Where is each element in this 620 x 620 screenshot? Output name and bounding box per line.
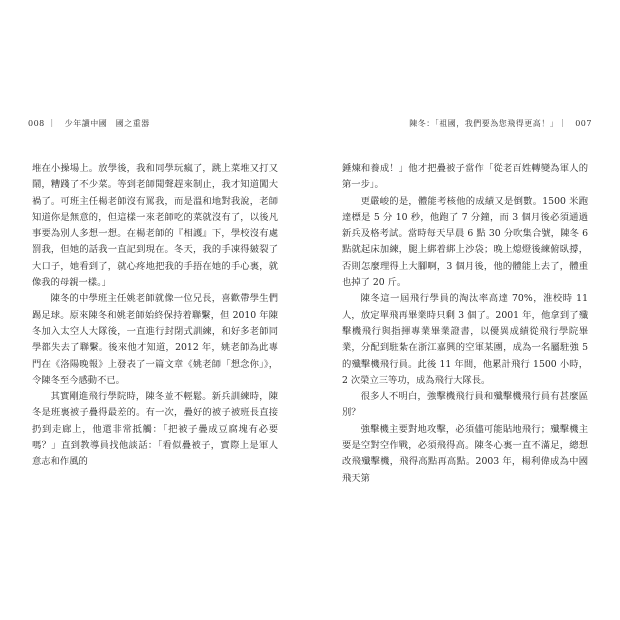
left-running-header: 008 ｜ 少年讀中國 國之重器	[28, 119, 150, 128]
paragraph: 陳冬這一屆飛行學員的淘汰率高達 70%，淮校時 11 人，放定單飛再畢業時只剩 3 個了。2001 年，他拿到了殲擊機飛行與指揮專業畢業證書，以優異成績從飛行學院畢業，分配到駐紮在浙江嘉興的空軍某團，成為一名屬駐強 5 的殲擊機飛行員。此後 11 年間，他累計飛行 1500 小時，2 次榮立三等功，成為飛行大隊長。	[342, 293, 588, 386]
left-page-body	[32, 161, 278, 471]
right-running-header: 陳冬：「祖國，我們要為您飛得更高！」｜ 007	[409, 119, 592, 128]
paragraph: 更嚴峻的是，體能考核他的成績又是倒數。1500 米跑達標是 5 分 10 秒，他跑了 7 分鐘，而 3 個月後必須通過新兵及格考試。當時每天早晨 6 點 30 分吹集合號，陳冬 6 點就起床加練，腿上綁着綁上沙袋；晚上熄燈後練俯臥撐，否則怎麼理得上大腳啊，3 個月後，他的體能上去了，體重也掉了 20 斤。	[342, 195, 588, 289]
right-page-body	[342, 161, 588, 487]
gutter	[309, 110, 310, 530]
paragraph: 其實剛進飛行學院時，陳冬並不輕鬆。新兵訓練時，陳冬是班裏被子疊得最差的。有一次，疊好的被子被班長直接扔到走廊上，他還非常抵觸：「把被子疊成豆腐塊有必要嗎？」直到教導員找他談話：「看似疊被子，實際上是軍人意志和作風的	[32, 391, 278, 468]
paragraph: 強擊機主要對地攻擊，必須儘可能貼地飛行；殲擊機主要是空對空作戰，必須飛得高。陳冬心裏一直不滿足，總想改飛殲擊機，飛得高點再高點。2003 年，楊利偉成為中國飛天第	[342, 423, 588, 484]
paragraph: 堆在小操場上。放學後，我和同學玩瘋了，跳上菜堆又打又鬧，糟踐了不少菜。等到老師聞聲趕來制止，我才知道闖大禍了。可班主任楊老師沒有罵我，而是溫和地對我說，老師知道你是無意的，但這樣一來老師吃的菜就沒有了，以後凡事要為別人多想一想。在楊老師的『相護』下，學校沒有處罰我，但她的話我一直記到現在。冬天，我的手凍得皴裂了大口子，她看到了，就心疼地把我的手捂在她的手心裏，就像我的母親一樣。」	[32, 163, 278, 289]
paragraph: 錘煉和養成！」他才把疊被子當作「從老百姓轉變為軍人的第一步」。	[342, 163, 588, 191]
paragraph: 陳冬的中學班主任姚老師就像一位兄長，喜歡帶學生們踢足球。原來陳冬和姚老師始終保持着聯繫，但 2010 年陳冬加入太空人大隊後，一直進行封閉式訓練，和好多老師同學都失去了聯繫。後來他才知道，2012 年，姚老師為此專門在《洛陽晚報》上發表了一篇文章《姚老師「想念你」》，令陳冬至今感動不已。	[32, 293, 278, 386]
section-question: 很多人不明白，強擊機飛行員和殲擊機飛行員有甚麼區別？	[342, 391, 588, 419]
